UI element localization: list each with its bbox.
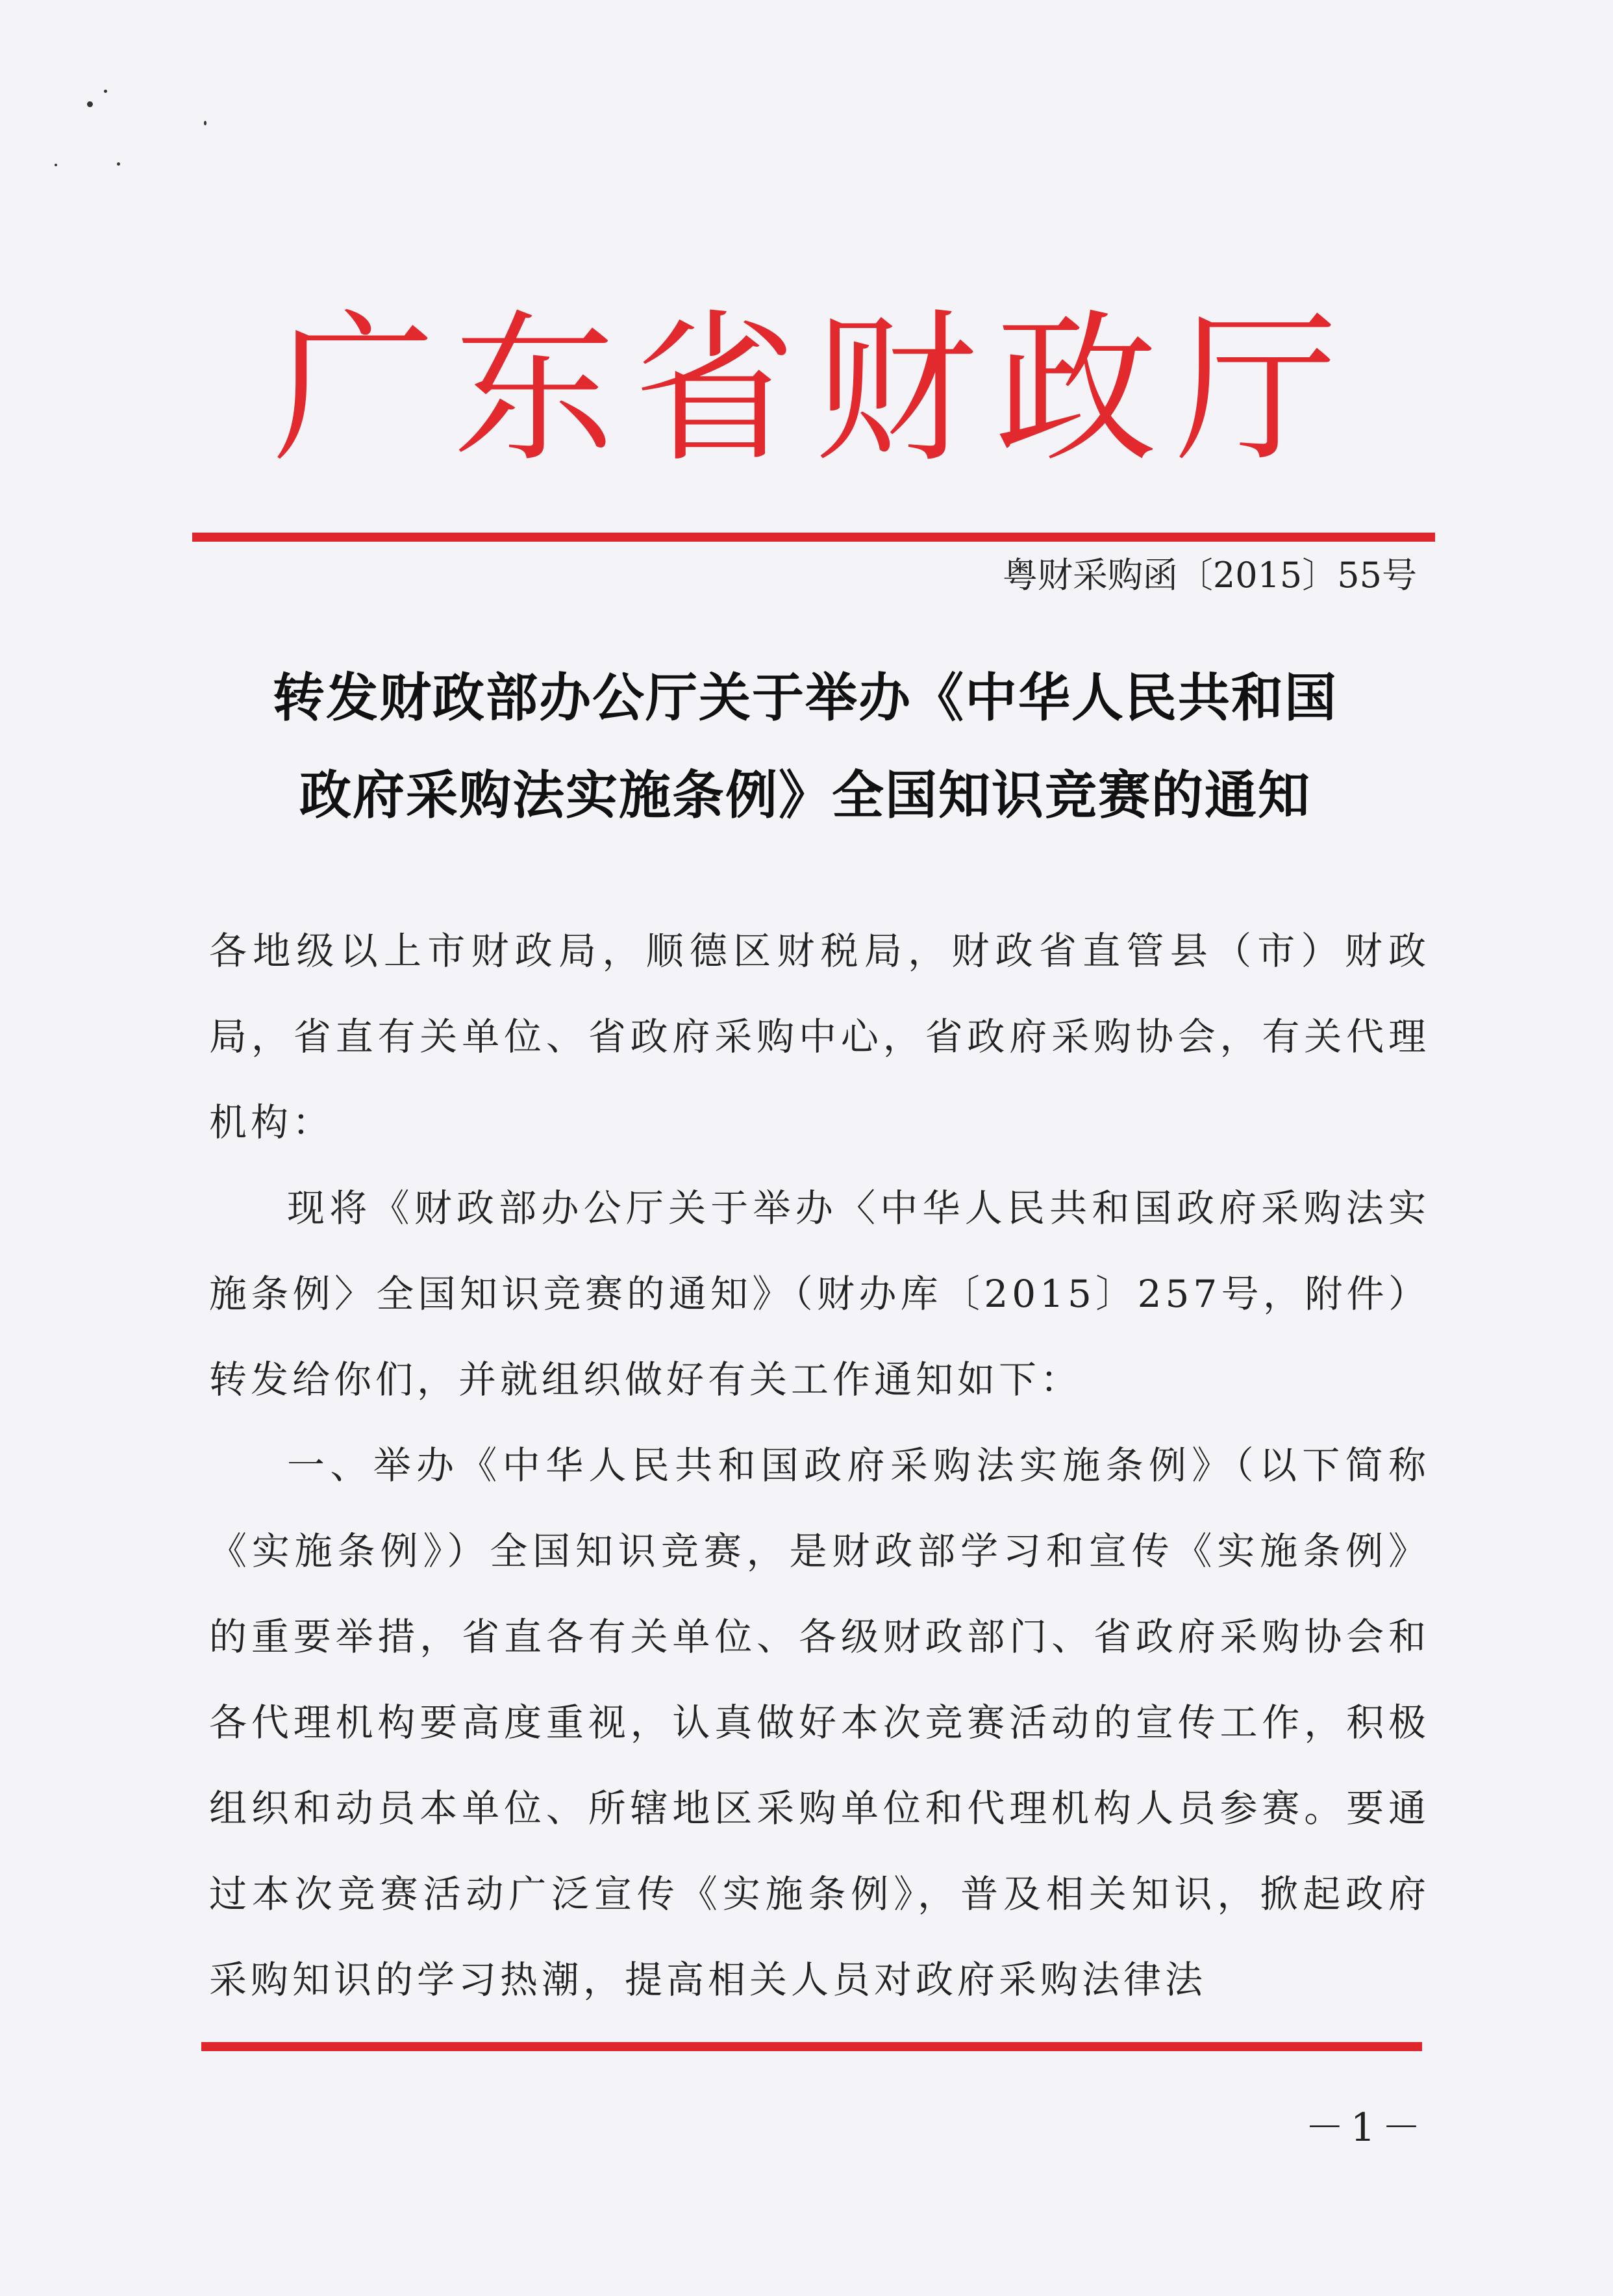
heading-line-1: 转发财政部办公厅关于举办《中华人民共和国	[273, 668, 1338, 728]
body-paragraph-2: 一、举办《中华人民共和国政府采购法实施条例》（以下简称《实施条例》）全国知识竞赛，是财政部学习和宣传《实施条例》的重要举措，省直各有关单位、各级财政部门、省政府采购协会和各代理机构要高度重视，认真做好本次竞赛活动的宣传工作，积极组织和动员本单位、所辖地区采购单位和代理机构人员参赛。要通过本次竞赛活动广泛宣传《实施条例》，普及相关知识，掀起政府采购知识的学习热潮，提高相关人员对政府采购法律法	[209, 1443, 1430, 2002]
document-number: 粤财采购函〔2015〕55号	[1002, 555, 1417, 596]
scan-speck	[104, 90, 107, 93]
heading-line-2: 政府采购法实施条例》全国知识竞赛的通知	[299, 765, 1311, 826]
addressee-paragraph: 各地级以上市财政局，顺德区财税局，财政省直管县（市）财政局，省直有关单位、省政府采购中心，省政府采购协会，有关代理机构：	[209, 929, 1430, 1144]
scan-speck	[87, 101, 93, 107]
scan-speck	[55, 164, 57, 166]
scan-speck	[204, 121, 206, 125]
footer-red-divider	[201, 2042, 1422, 2051]
scan-speck	[117, 162, 120, 166]
document-heading	[195, 650, 1416, 844]
header-red-divider	[192, 533, 1435, 542]
page-number: －1－	[1305, 2105, 1427, 2151]
body-paragraph-1: 现将《财政部办公厅关于举办〈中华人民共和国政府采购法实施条例〉全国知识竞赛的通知》（财办库〔2015〕257号，附件）转发给你们，并就组织做好有关工作通知如下：	[209, 1186, 1430, 1402]
issuing-agency-title: 广东省财政厅	[273, 295, 1356, 484]
document-body	[209, 908, 1430, 2023]
